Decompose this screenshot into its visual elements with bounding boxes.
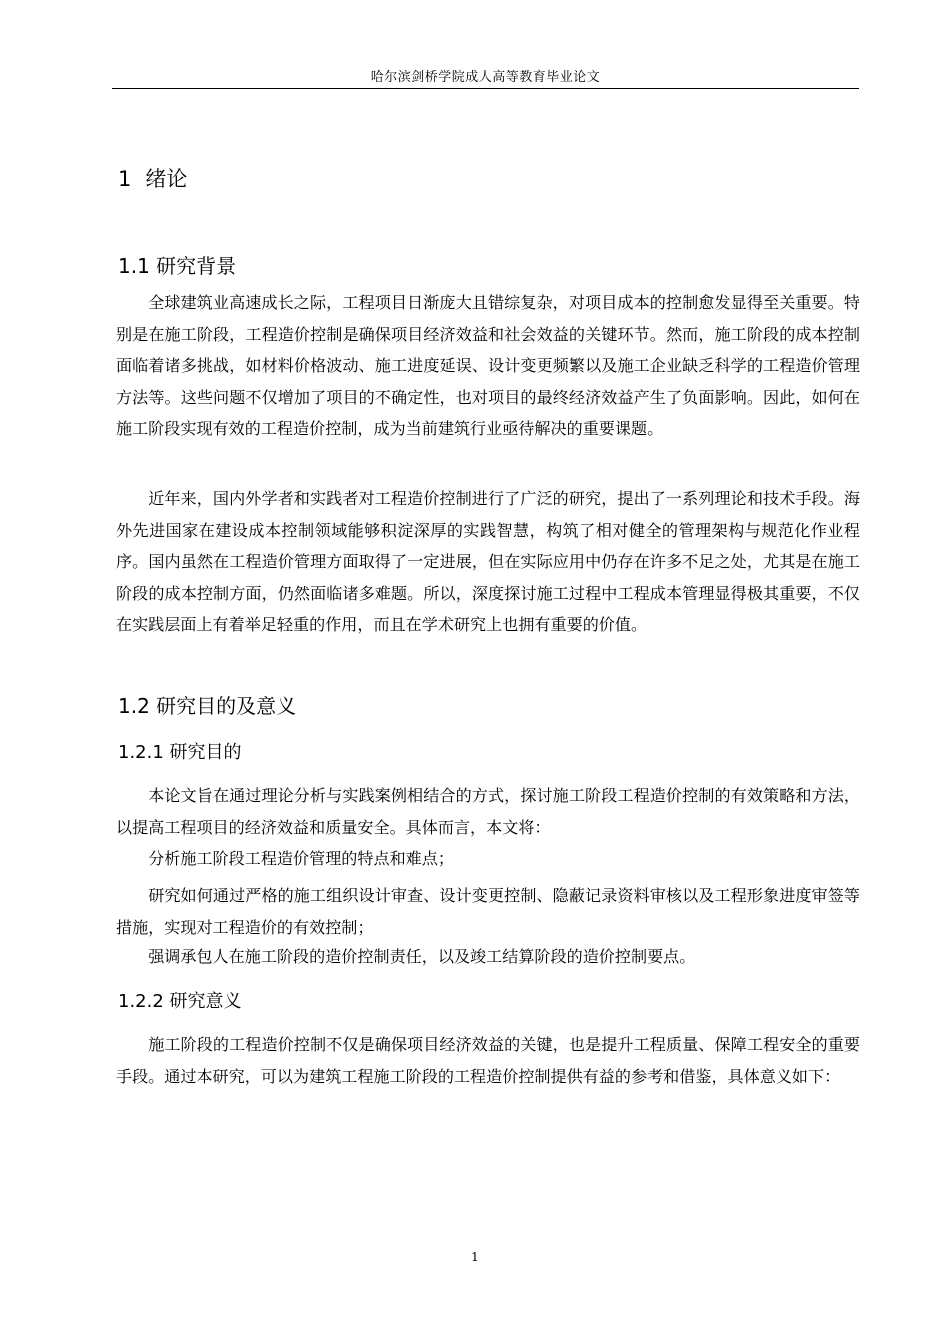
section-title-1-2: 1.2 研究目的及意义 bbox=[118, 694, 297, 718]
chapter-title-text: 绪论 bbox=[145, 167, 188, 191]
page-number: 1 bbox=[471, 1250, 479, 1264]
subsection-title-1-2-2: 1.2.2 研究意义 bbox=[118, 991, 242, 1012]
header-rule bbox=[112, 88, 859, 89]
chapter-number: 1 bbox=[118, 167, 132, 191]
subsection-title-1-2-1: 1.2.1 研究目的 bbox=[118, 742, 242, 763]
chapter-title bbox=[118, 163, 187, 193]
paragraph-background-1: 全球建筑业高速成长之际，工程项目日渐庞大且错综复杂，对项目成本的控制愈发显得至关重要。特别是在施工阶段，工程造价控制是确保项目经济效益和社会效益的关键环节。然而，施工阶段的成本控制面临着诸多挑战，如材料价格波动、施工进度延误、设计变更频繁以及施工企业缺乏科学的工程造价管理方法等。这些问题不仅增加了项目的不确定性，也对项目的最终经济效益产生了负面影响。因此，如何在施工阶段实现有效的工程造价控制，成为当前建筑行业亟待解决的重要课题。 bbox=[116, 293, 860, 438]
paragraph-purpose-item-2: 研究如何通过严格的施工组织设计审查、设计变更控制、隐蔽记录资料审核以及工程形象进度审签等措施，实现对工程造价的有效控制； bbox=[116, 886, 860, 937]
section-title-1-1: 1.1 研究背景 bbox=[118, 254, 237, 278]
paragraph-background-2: 近年来，国内外学者和实践者对工程造价控制进行了广泛的研究，提出了一系列理论和技术手段。海外先进国家在建设成本控制领域能够积淀深厚的实践智慧，构筑了相对健全的管理架构与规范化作业程序。国内虽然在工程造价管理方面取得了一定进展，但在实际应用中仍存在许多不足之处，尤其是在施工阶段的成本控制方面，仍然面临诸多难题。所以，深度探讨施工过程中工程成本管理显得极其重要，不仅在实践层面上有着举足轻重的作用，而且在学术研究上也拥有重要的价值。 bbox=[116, 489, 860, 634]
paragraph-purpose-intro: 本论文旨在通过理论分析与实践案例相结合的方式，探讨施工阶段工程造价控制的有效策略和方法，以提高工程项目的经济效益和质量安全。具体而言，本文将： bbox=[116, 786, 860, 837]
running-header: 哈尔滨剑桥学院成人高等教育毕业论文 bbox=[370, 70, 601, 85]
paragraph-purpose-item-3: 强调承包人在施工阶段的造价控制责任，以及竣工结算阶段的造价控制要点。 bbox=[148, 947, 696, 966]
paragraph-significance-intro: 施工阶段的工程造价控制不仅是确保项目经济效益的关键，也是提升工程质量、保障工程安全的重要手段。通过本研究，可以为建筑工程施工阶段的工程造价控制提供有益的参考和借鉴，具体意义如下： bbox=[116, 1035, 860, 1086]
paragraph-purpose-item-1: 分析施工阶段工程造价管理的特点和难点； bbox=[148, 849, 454, 868]
